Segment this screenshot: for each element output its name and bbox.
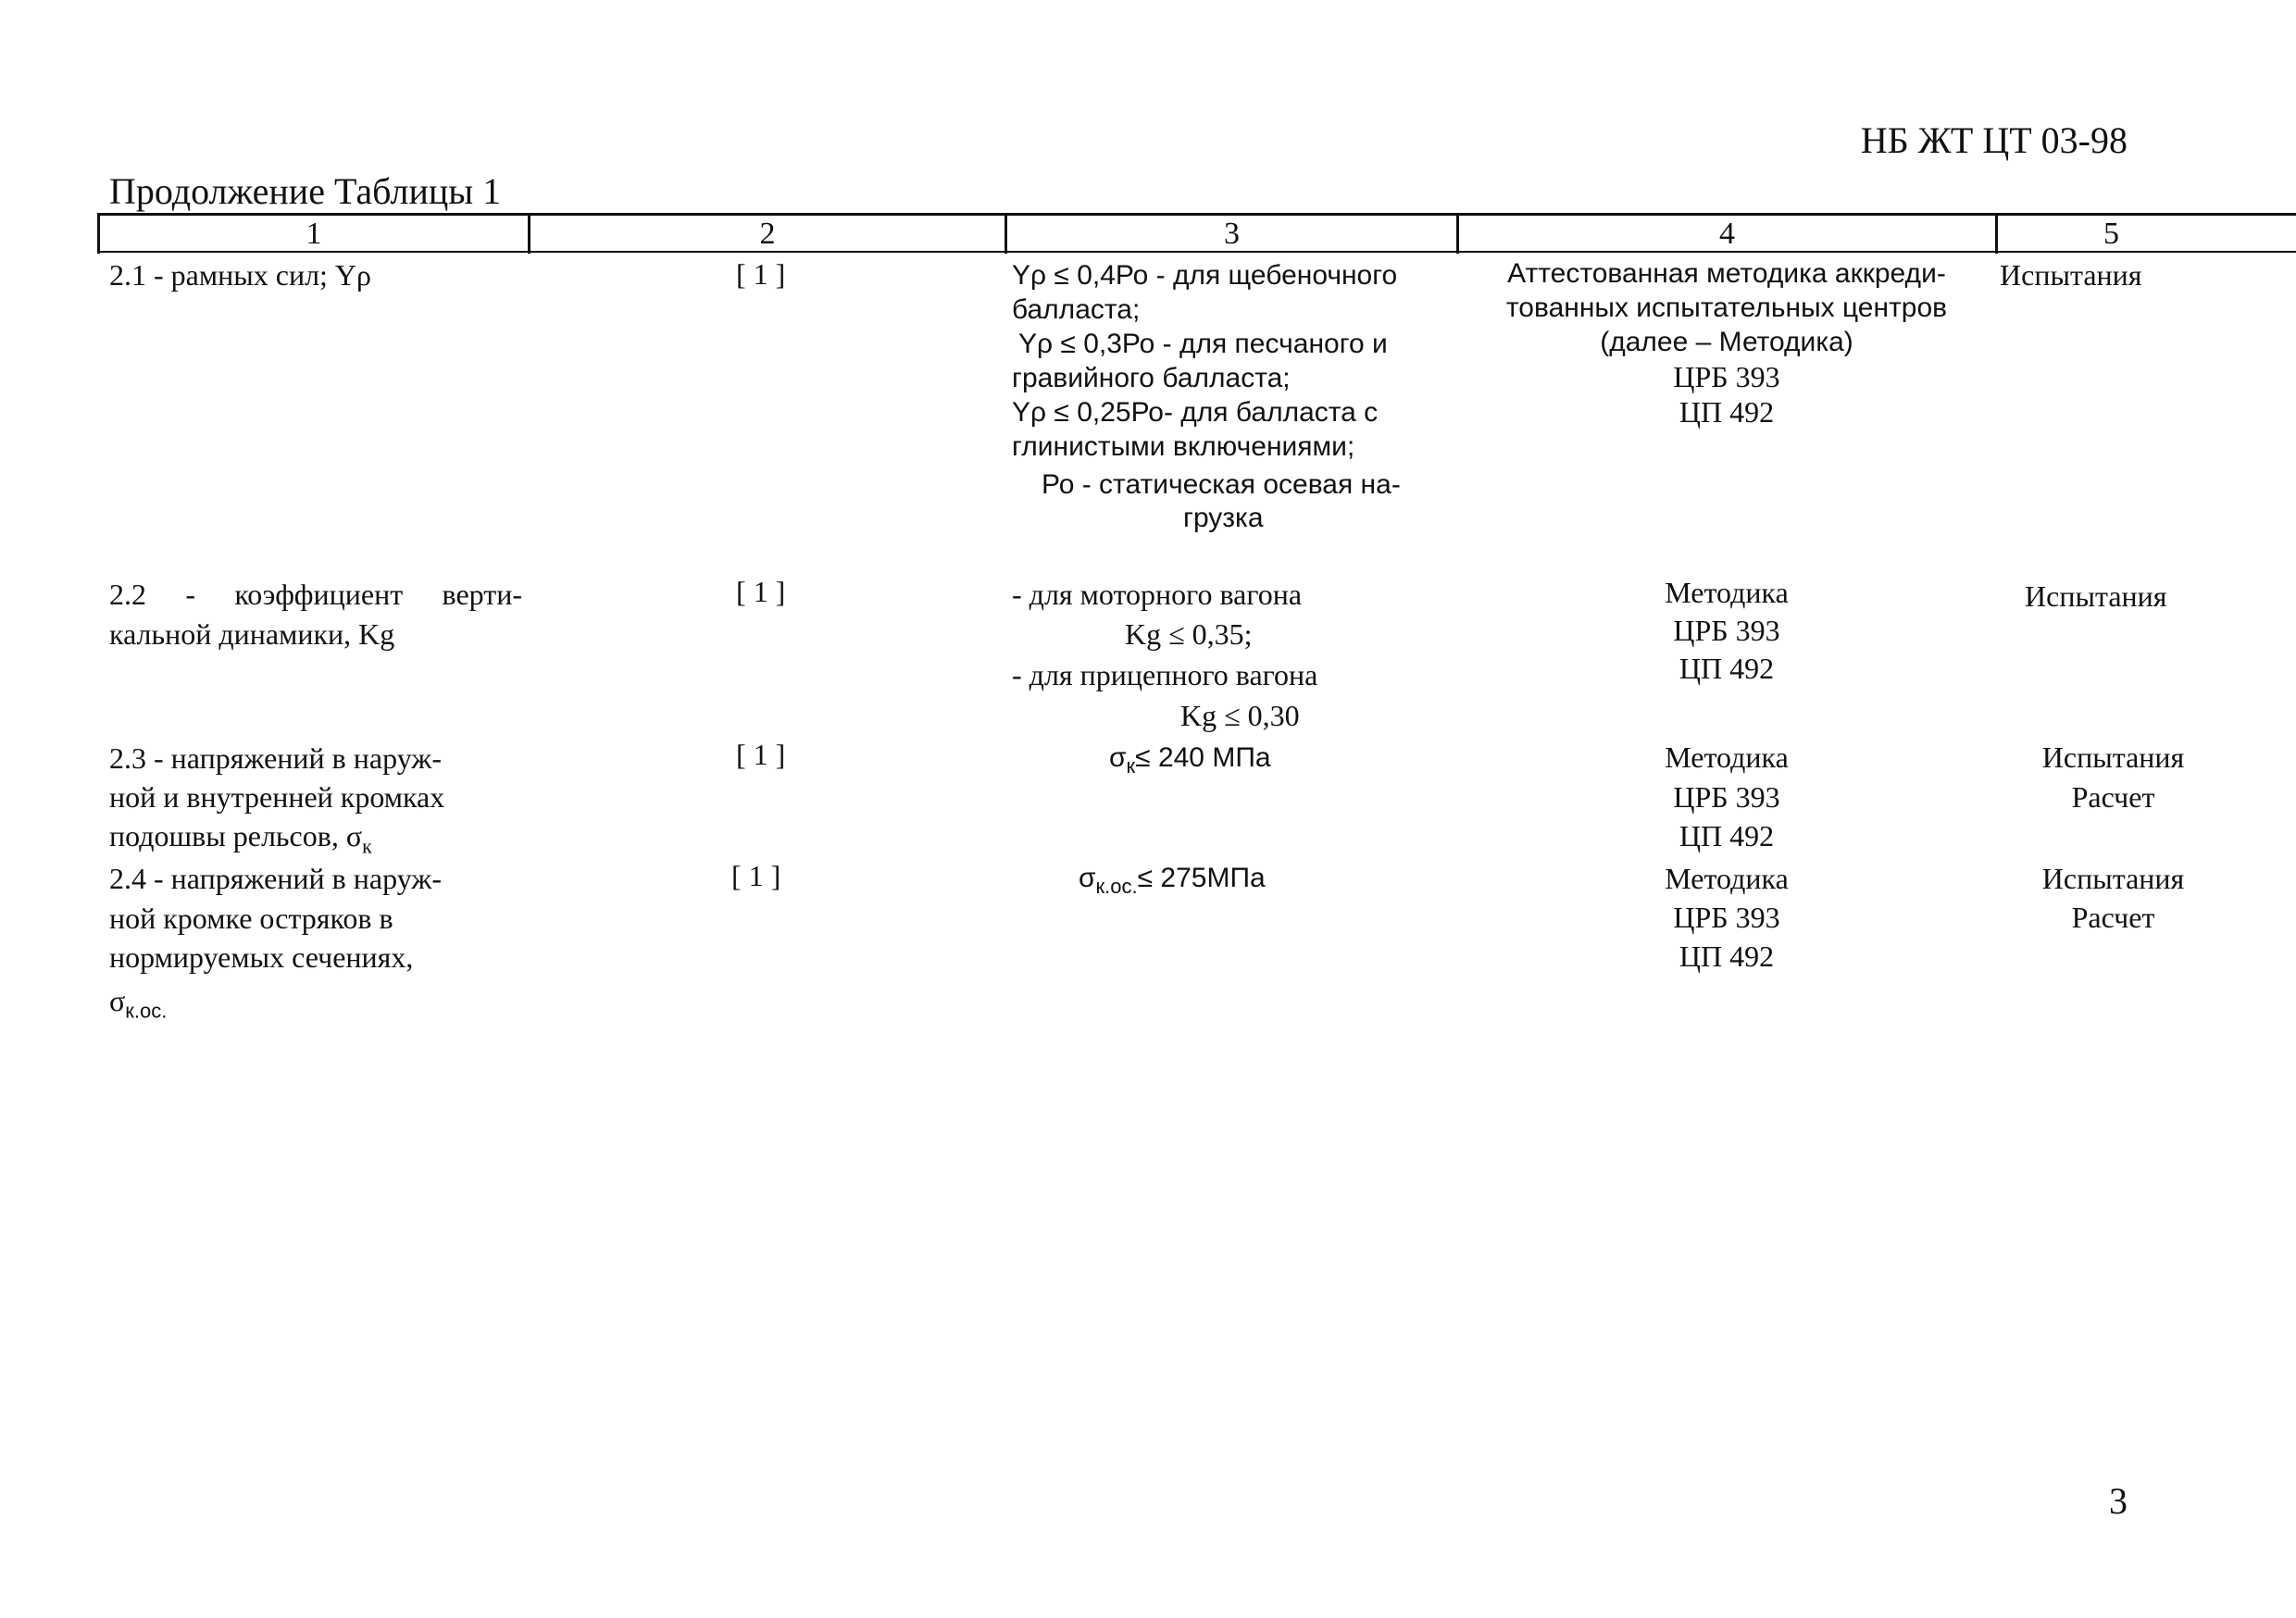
row-title: 2.1 - рамных сил; Yρ — [109, 258, 371, 292]
row-title-part: верти- — [442, 578, 522, 611]
row-title-part: коэффициент — [234, 578, 404, 611]
method-line: ЦП 492 — [1678, 819, 1775, 853]
method-line: Методика — [1665, 741, 1789, 774]
method-line: ЦРБ 393 — [1673, 614, 1780, 647]
requirement-line: Yρ ≤ 0,4Ро - для щебеночного — [1012, 260, 1398, 291]
requirement-line: - для моторного вагона — [1012, 578, 1303, 611]
verification-method: Расчет — [2071, 901, 2155, 934]
verification-method: Испытания — [2041, 862, 2185, 895]
requirement-line: Kg ≤ 0,35; — [1125, 617, 1253, 651]
sigma-symbol: σ — [1079, 863, 1096, 893]
requirement-line: глинистыми включениями; — [1012, 431, 1355, 462]
sigma-symbol: σ — [109, 984, 126, 1017]
method-line: ЦРБ 393 — [1673, 780, 1780, 814]
table-header-row — [97, 213, 2296, 252]
method-line: Методика — [1665, 576, 1789, 609]
row-title-part: - — [185, 578, 195, 611]
sigma-symbol: σ — [1109, 742, 1127, 773]
requirement-formula — [1109, 741, 1271, 783]
document-code: НБ ЖТ ЦТ 03-98 — [1860, 119, 2128, 161]
method-line: ЦП 492 — [1678, 395, 1775, 429]
verification-method: Расчет — [2071, 780, 2155, 814]
method-line: Аттестованная методика аккреди- — [1507, 258, 1946, 289]
formula-text: ≤ 275МПа — [1137, 863, 1266, 893]
reference: [ 1 ] — [736, 575, 786, 608]
row-title: ной кромке остряков в — [109, 902, 393, 935]
method-line: тованных испытательных центров — [1505, 292, 1948, 323]
subscript: к.ос. — [125, 999, 168, 1023]
requirement-line: Ро - статическая осевая на- — [1042, 469, 1401, 500]
row-title-part: 2.2 — [109, 578, 146, 611]
row-title: кальной динамики, Kg — [109, 617, 395, 651]
header-cell-4: 4 — [1719, 217, 1735, 251]
requirement-line: - для прицепного вагона — [1012, 658, 1318, 691]
header-cell-2: 2 — [759, 217, 776, 251]
reference: [ 1 ] — [731, 859, 781, 892]
requirement-line: гравийного балласта; — [1012, 363, 1291, 393]
requirement-line: Kg ≤ 0,30 — [1180, 699, 1300, 732]
method-line: ЦП 492 — [1678, 652, 1775, 685]
requirement-line: балласта; — [1012, 294, 1141, 325]
verification-method: Испытания — [2000, 258, 2142, 292]
table-header-bottom-rule — [97, 251, 2296, 253]
reference: [ 1 ] — [736, 738, 786, 771]
verification-method: Испытания — [2041, 741, 2185, 774]
method-line: (далее – Методика) — [1600, 327, 1853, 357]
row-title: 2.3 - напряжений в наруж- — [109, 741, 443, 775]
row-title — [109, 981, 167, 1027]
header-cell-1: 1 — [306, 217, 322, 251]
row-title — [109, 575, 522, 615]
subscript: к — [362, 834, 372, 858]
page-number: 3 — [2109, 1480, 2128, 1522]
requirement-line: грузка — [1183, 503, 1264, 533]
row-title-text: подошвы рельсов, σ — [109, 819, 363, 853]
header-cell-3: 3 — [1224, 217, 1240, 251]
requirement-line: Yρ ≤ 0,25Ро- для балласта с — [1012, 397, 1379, 428]
requirement-formula — [1079, 861, 1266, 903]
reference: [ 1 ] — [736, 257, 786, 291]
method-line: ЦРБ 393 — [1673, 360, 1780, 393]
table-caption: Продолжение Таблицы 1 — [109, 170, 502, 212]
formula-text: ≤ 240 МПа — [1135, 742, 1271, 773]
row-title: 2.4 - напряжений в наруж- — [109, 862, 443, 895]
subscript: к — [1126, 754, 1136, 778]
method-line: ЦРБ 393 — [1673, 901, 1780, 934]
header-cell-5: 5 — [2103, 217, 2119, 251]
subscript: к.ос. — [1095, 875, 1138, 898]
method-line: ЦП 492 — [1678, 940, 1775, 973]
method-line: Методика — [1665, 862, 1789, 895]
requirement-line: Yρ ≤ 0,3Ро - для песчаного и — [1018, 329, 1388, 359]
verification-method: Испытания — [2025, 579, 2167, 613]
row-title: ной и внутренней кромках — [109, 780, 445, 814]
row-title: нормируемых сечениях, — [109, 940, 414, 974]
